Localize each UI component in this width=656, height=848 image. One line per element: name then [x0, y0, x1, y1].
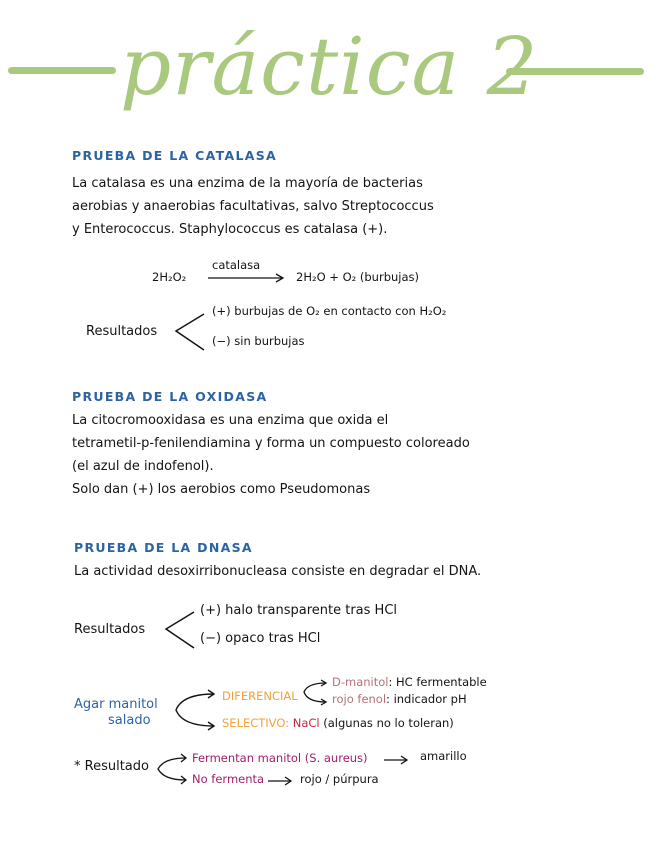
dnasa-result-positive: (+) halo transparente tras HCl	[200, 603, 398, 618]
rojo-fenol-line	[332, 692, 467, 706]
catalasa-line-2: aerobias y anaerobias facultativas, salvo Streptococcus	[72, 199, 434, 214]
oxidasa-line-4: Solo dan (+) los aerobios como Pseudomonas	[72, 482, 371, 497]
no-fermenta-arrow-icon	[268, 775, 294, 787]
dnasa-line: La actividad desoxirribonucleasa consiste en degradar el DNA.	[74, 564, 482, 579]
resultado-brace-icon	[154, 752, 190, 786]
catalasa-line-1: La catalasa es una enzima de la mayoría de bacterias	[72, 176, 423, 191]
fermentan-label: Fermentan manitol (S. aureus)	[192, 751, 368, 765]
oxidasa-line-2: tetrametil-p-fenilendiamina y forma un compuesto coloreado	[72, 436, 470, 451]
reaction-arrow-label: catalasa	[212, 258, 261, 272]
dnasa-heading: PRUEBA DE LA DNASA	[74, 540, 253, 555]
selectivo-label: SELECTIVO	[222, 716, 286, 730]
agar-brace-icon	[172, 688, 218, 732]
dnasa-result-negative: (−) opaco tras HCl	[200, 631, 321, 646]
reaction-arrow-icon	[208, 272, 286, 284]
page-title: práctica 2	[120, 20, 539, 113]
agar-label-line-1: Agar manitol	[74, 697, 158, 712]
fermentan-result: amarillo	[420, 749, 467, 763]
dnasa-brace-icon	[164, 610, 196, 650]
catalasa-heading: PRUEBA DE LA CATALASA	[72, 148, 278, 163]
oxidasa-line-1: La citocromooxidasa es una enzima que oxida el	[72, 413, 389, 428]
oxidasa-line-3: (el azul de indofenol).	[72, 459, 214, 474]
rojo-fenol-desc: : indicador pH	[386, 692, 467, 706]
catalasa-result-negative: (−) sin burbujas	[212, 334, 305, 348]
nacl-desc: (algunas no lo toleran)	[323, 716, 454, 730]
reaction-left: 2H₂O₂	[152, 270, 187, 284]
oxidasa-heading: PRUEBA DE LA OXIDASA	[72, 389, 268, 404]
diferencial-brace-icon	[300, 678, 330, 708]
dnasa-results-label: Resultados	[74, 622, 146, 637]
title-line-left	[8, 67, 116, 74]
reaction-right: 2H₂O + O₂ (burbujas)	[296, 270, 420, 284]
catalasa-line-3: y Enterococcus. Staphylococcus es catalasa (+).	[72, 222, 388, 237]
nacl-label: NaCl	[292, 716, 320, 730]
no-fermenta-result: rojo / púrpura	[300, 772, 379, 786]
resultado-label: * Resultado	[74, 759, 149, 774]
no-fermenta-label: No fermenta	[192, 772, 265, 786]
d-manitol-label: D-manitol	[332, 675, 389, 689]
selectivo-line: SELECTIVO: NaCl (algunas no lo toleran)	[222, 716, 454, 730]
fermentan-arrow-icon	[384, 754, 410, 766]
catalasa-result-positive: (+) burbujas de O₂ en contacto con H₂O₂	[212, 304, 447, 318]
diferencial-label: DIFERENCIAL	[222, 689, 298, 703]
agar-label-line-2: salado	[108, 713, 151, 728]
catalasa-brace-icon	[174, 312, 206, 352]
rojo-fenol-label: rojo fenol	[332, 692, 387, 706]
d-manitol-desc: : HC fermentable	[388, 675, 487, 689]
d-manitol-line	[332, 675, 487, 689]
catalasa-results-label: Resultados	[86, 324, 158, 339]
